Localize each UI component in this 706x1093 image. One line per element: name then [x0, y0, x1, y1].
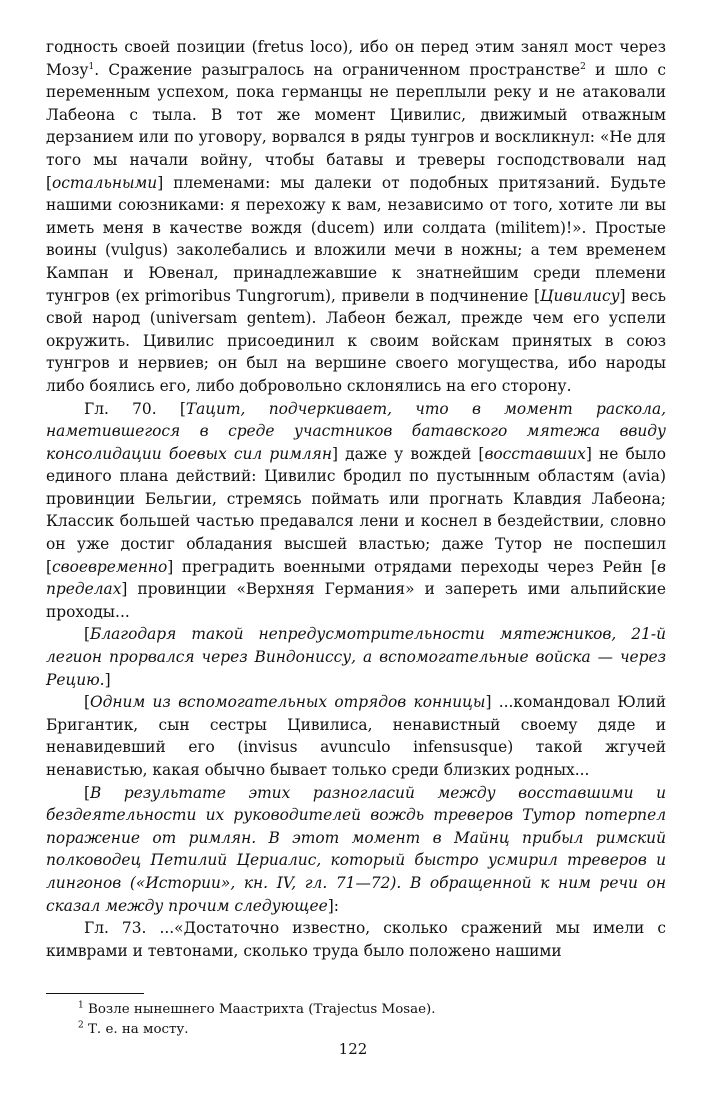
- footnote-text: Т. е. на мосту.: [88, 1022, 189, 1037]
- paragraph: [46, 917, 666, 962]
- italic-text: В результате этих разногласий между восставшими и бездеятельности их руководителей вождь треверов Тутор потерпел поражение от римлян. В этот момент в Майнц прибыл римский полководец Петилий Цериалис, который быстро усмирил треверов и лингонов («Истории», кн. IV, гл. 71—72). В обращенной к ним речи он сказал между прочим следующее: [46, 783, 666, 915]
- text-run: ] преградить военными отрядами переходы через Рейн [: [167, 557, 658, 576]
- text-run: ] не было единого плана действий: Цивилис бродил по пустынным областям (avia) провинции Бельгии, стремясь поймать или прогнать Клавдия Лабеона; Классик большей частью предавался лени и коснел в бездействии, словно он уже достиг обладания высшей властью; даже Тутор не поспешил [: [46, 444, 666, 576]
- paragraph: [46, 691, 666, 781]
- text-run: ] ...командовал Юлий Бригантик, сын сестры Цивилиса, ненавистный своему дяде и ненавидевший его (invisus avunculo infensusque) такой жгучей ненавистью, какая обычно бывает только среди близких родных...: [46, 693, 667, 779]
- footnote: [78, 1020, 638, 1040]
- text-run: годность своей позиции (fretus loco), ибо он перед этим занял мост через Мозу: [46, 38, 666, 79]
- text-run: [: [84, 693, 91, 712]
- paragraph: [46, 623, 666, 691]
- paragraph: [46, 398, 666, 624]
- footnote-ref: 2: [580, 61, 586, 72]
- text-run: ] провинции «Верхняя Германия» и запереть ими альпийские проходы...: [46, 580, 666, 621]
- text-run: ] весь свой народ (universam gentem). Лабеон бежал, прежде чем его успели окружить. Цивилис присоединил к своим войскам принятых в союз тунгров и нервиев; он был на вершине своего могущества, ибо народы либо боялись его, либо добровольно склонялись на его сторону.: [46, 286, 666, 395]
- text-run: ] племенами: мы далеки от подобных притязаний. Будьте нашими союзниками: я перехожу к вам, независимо от того, хотите ли вы иметь меня в качестве вождя (ducem) или солдата (militem)!». Простые воины (vulgus) заколебались и вложили мечи в ножны; а тем временем Кампан и Ювенал, принадлежавшие к знатнейшим среди племени тунгров (ex primoribus Tungrorum), привели в подчинение [: [46, 173, 666, 305]
- italic-text: Цивилису: [540, 286, 620, 305]
- italic-text: восставших: [484, 444, 586, 463]
- footnote-ref: 1: [88, 61, 95, 72]
- text-run: ]: [104, 670, 111, 689]
- footnote: [78, 1000, 638, 1020]
- italic-text: Тацит, подчеркивает, что в момент раскола, наметившегося в среде участников батавского мятежа ввиду консолидации боевых сил римлян: [46, 399, 667, 463]
- paragraph: [46, 782, 666, 918]
- italic-text: остальными: [52, 173, 158, 192]
- text-run: и шло с переменным успехом, пока германцы не переплыли реку и не атаковали Лабеона с тыла. В тот же момент Цивилис, движимый отважным дерзанием или по уговору, ворвался в ряды тунгров и воскликнул: «Не для того мы начали войну, чтобы батавы и треверы господствовали над [: [46, 60, 666, 192]
- text-run: [: [84, 625, 91, 644]
- text-run: ]:: [327, 896, 339, 915]
- text-run: . Сражение разыгралось на ограниченном пространстве: [94, 60, 581, 79]
- text-run: Гл. 73. ...«Достаточно известно, сколько сражений мы имели с кимврами и тевтонами, сколько труда было положено нашими: [46, 919, 666, 960]
- italic-text: Благодаря такой непредусмотрительности мятежников, 21-й легион прорвался через Виндониссу, а вспомогательные войска — через Рецию.: [46, 625, 666, 689]
- italic-text: своевременно: [52, 557, 168, 576]
- footnote-number: 1: [78, 1000, 84, 1011]
- text-run: [: [84, 783, 91, 802]
- italic-text: Одним из вспомогательных отрядов конницы: [90, 693, 486, 712]
- footnotes: [78, 1000, 638, 1040]
- footnote-divider: [46, 993, 144, 994]
- text-run: Гл. 70. [: [84, 399, 186, 418]
- page-body: [46, 36, 666, 962]
- text-run: ] даже у вождей [: [332, 444, 485, 463]
- paragraph: [46, 36, 666, 398]
- footnote-text: Возле нынешнего Маастрихта (Trajectus Mosae).: [88, 1002, 436, 1017]
- footnote-number: 2: [78, 1020, 84, 1031]
- page-number: 122: [338, 1040, 368, 1058]
- italic-text: в пределах: [46, 557, 666, 599]
